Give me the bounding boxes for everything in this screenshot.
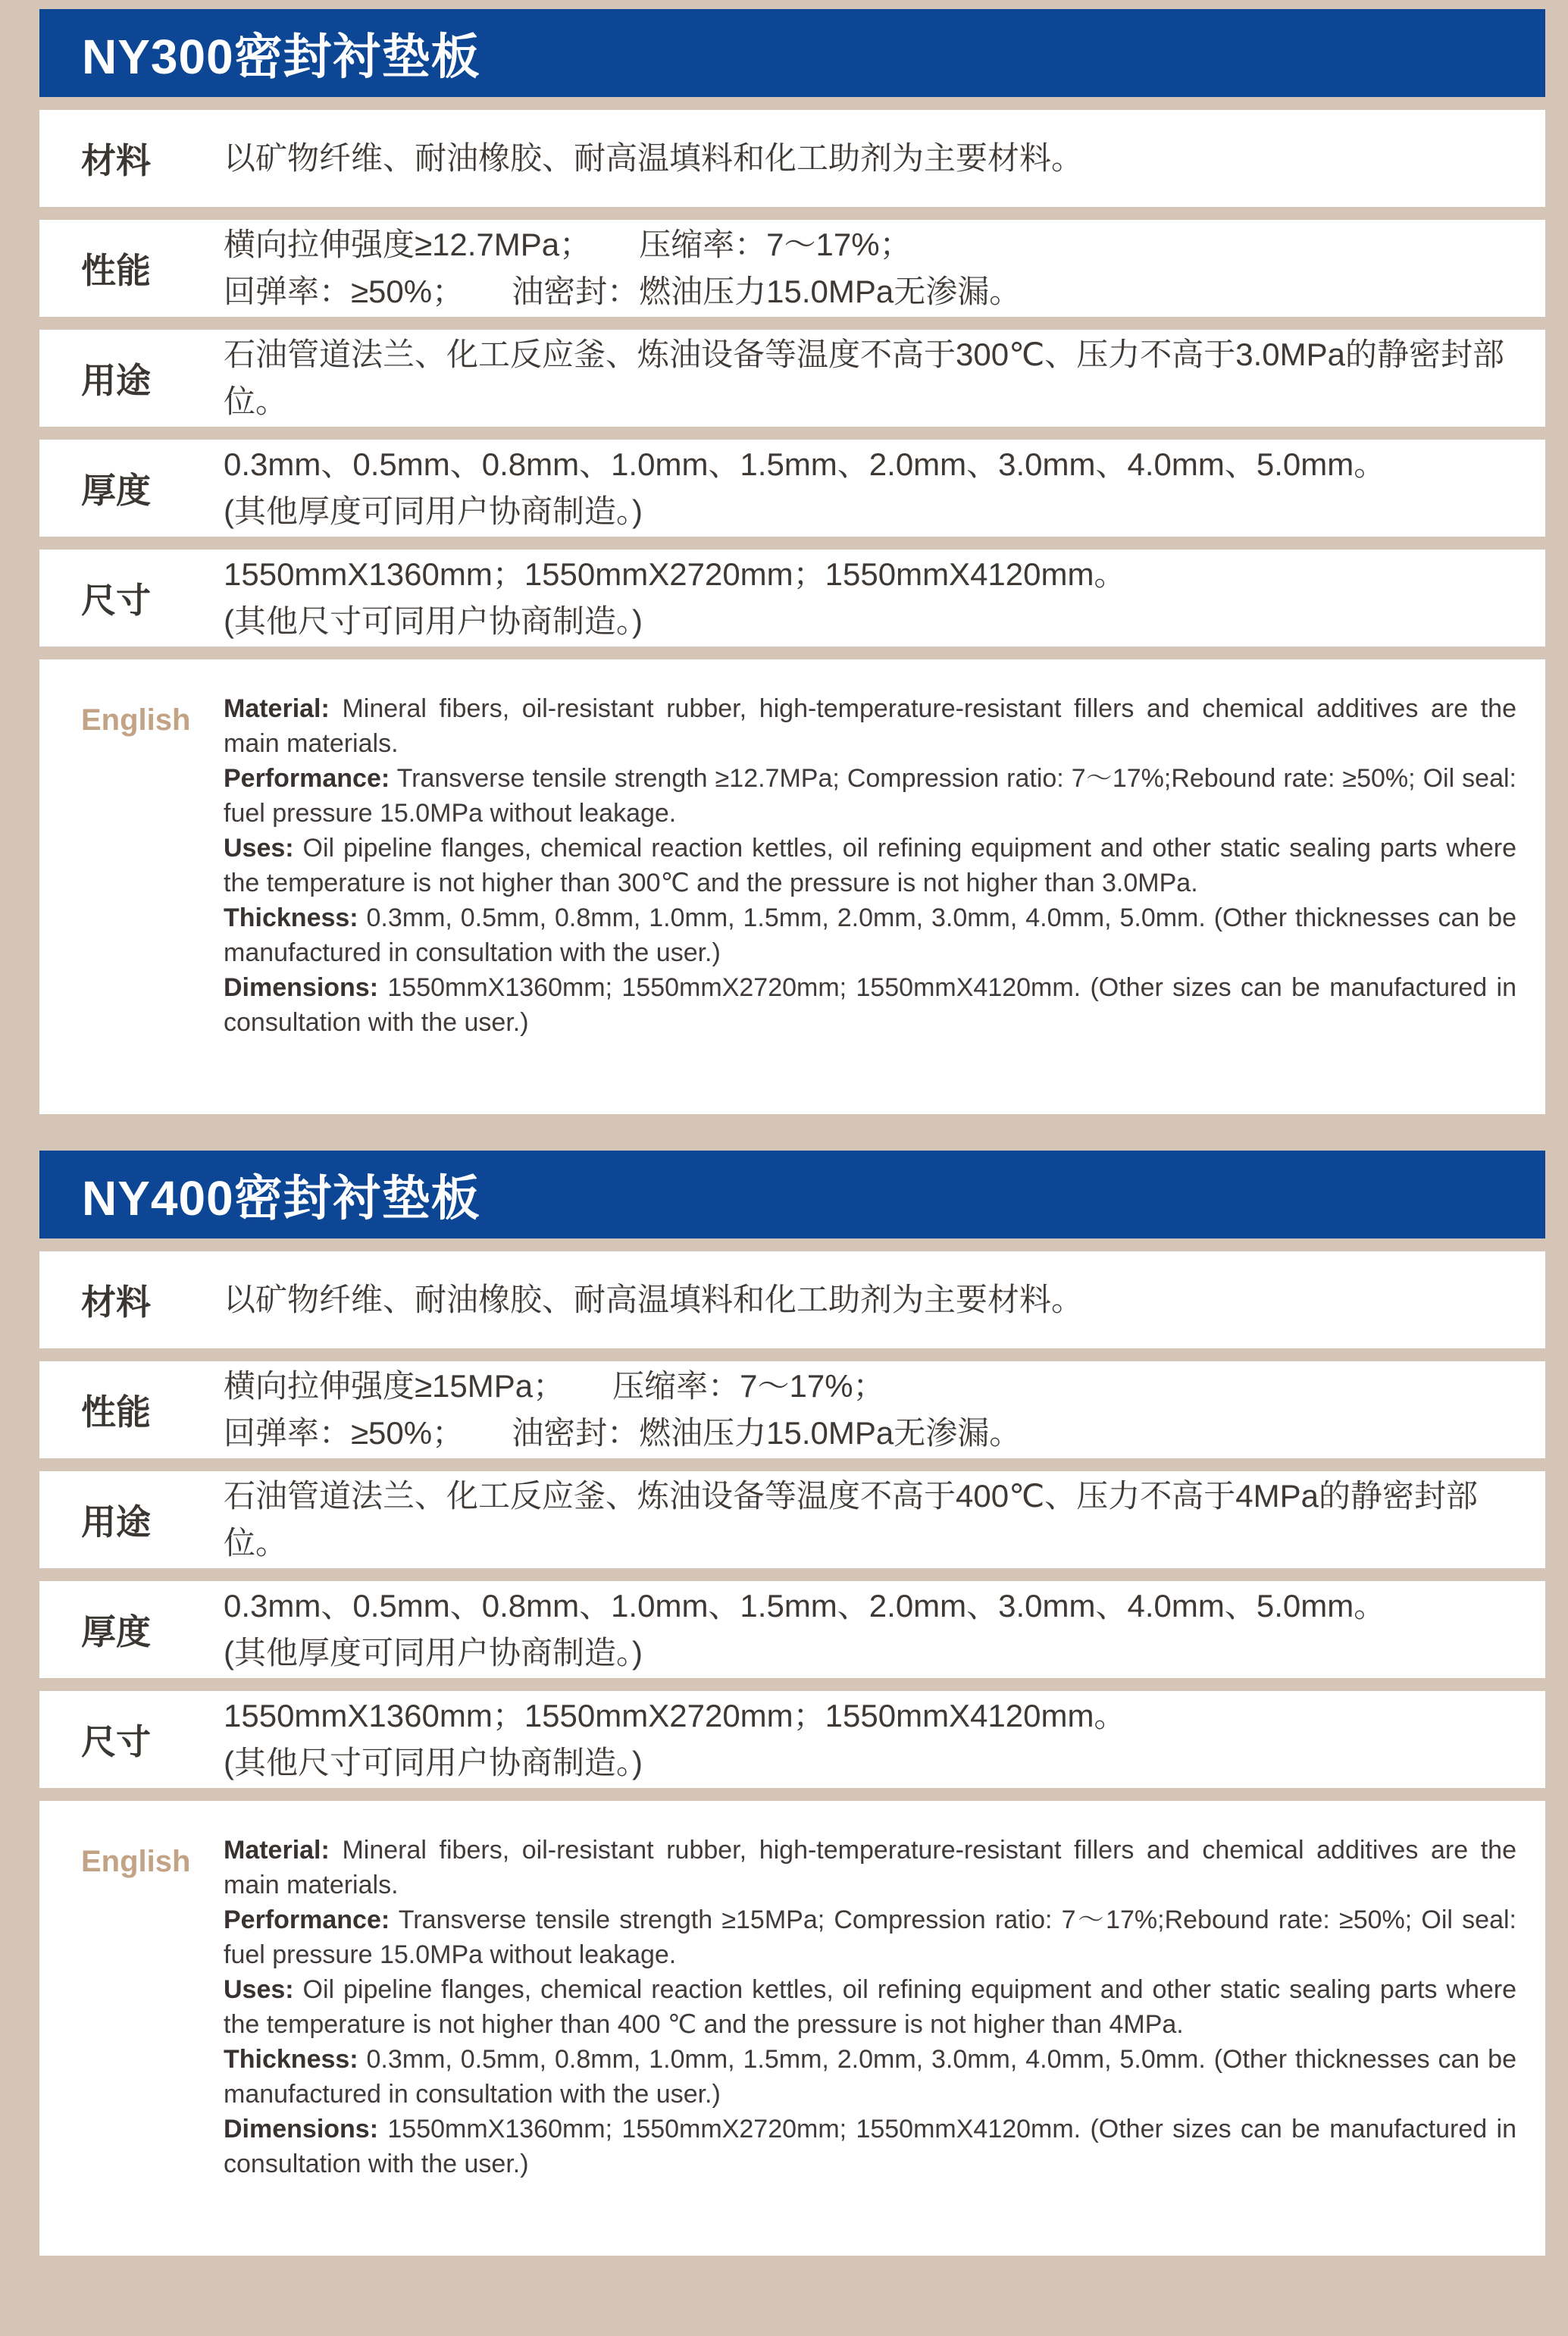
content-line: (其他厚度可同用户协商制造。): [224, 493, 643, 529]
spec-row-material: [39, 1251, 1545, 1348]
english-label: English: [81, 703, 191, 737]
english-item-performance: [224, 1902, 1516, 1972]
row-content: [224, 1473, 1545, 1567]
row-label: 用途: [81, 1502, 151, 1542]
row-content: [224, 551, 1545, 645]
english-text: Transverse tensile strength ≥15MPa; Compression ratio: 7～17%;Rebound rate: ≥50%; Oil seal: fuel pressure 15.0MPa without leakage.: [224, 1905, 1516, 1969]
product-section-ny400: [39, 1151, 1545, 2256]
content-line: 石油管道法兰、化工反应釜、炼油设备等温度不高于300℃、压力不高于3.0MPa的静密封部位。: [224, 337, 1504, 419]
section-header-bar: [39, 9, 1545, 97]
english-text: 1550mmX1360mm; 1550mmX2720mm; 1550mmX4120mm. (Other sizes can be manufactured in consultation with the user.): [224, 2115, 1516, 2178]
product-section-ny300: [39, 9, 1545, 1114]
row-content: [224, 331, 1545, 425]
spec-row-performance: [39, 1361, 1545, 1458]
english-item-thickness: [224, 900, 1516, 970]
english-translation-block: [39, 659, 1545, 1114]
content-line: 横向拉伸强度≥12.7MPa； 压缩率：7～17%；: [224, 227, 912, 262]
row-label: 厚度: [81, 471, 151, 510]
row-label: 尺寸: [81, 1722, 151, 1761]
row-label: 尺寸: [81, 581, 151, 620]
english-term: Performance:: [224, 1905, 390, 1934]
spec-row-dimensions: [39, 550, 1545, 647]
english-item-performance: [224, 761, 1516, 831]
spec-row-thickness: [39, 440, 1545, 537]
row-content: [224, 1276, 1545, 1323]
english-item-material: [224, 1833, 1516, 1902]
english-text: 0.3mm, 0.5mm, 0.8mm, 1.0mm, 1.5mm, 2.0mm, 3.0mm, 4.0mm, 5.0mm. (Other thicknesses can be manufactured in consultation with the user.): [224, 903, 1516, 967]
spec-row-dimensions: [39, 1691, 1545, 1788]
english-term: Material:: [224, 694, 330, 723]
row-label: 厚度: [81, 1612, 151, 1652]
english-text: 1550mmX1360mm; 1550mmX2720mm; 1550mmX4120mm. (Other sizes can be manufactured in consultation with the user.): [224, 973, 1516, 1037]
english-text: Oil pipeline flanges, chemical reaction kettles, oil refining equipment and other static sealing parts where the temperature is not higher than 300℃ and the pressure is not higher than 3.0MPa.: [224, 834, 1516, 897]
row-label: 材料: [81, 1282, 151, 1322]
content-line: 0.3mm、0.5mm、0.8mm、1.0mm、1.5mm、2.0mm、3.0mm、4.0mm、5.0mm。: [224, 446, 1386, 482]
row-content: [224, 441, 1545, 535]
content-line: 1550mmX1360mm；1550mmX2720mm；1550mmX4120mm。: [224, 556, 1126, 592]
english-item-uses: [224, 1972, 1516, 2042]
english-term: Material:: [224, 1836, 330, 1865]
row-label: 材料: [81, 141, 151, 180]
row-content: [224, 1583, 1545, 1677]
english-text: 0.3mm, 0.5mm, 0.8mm, 1.0mm, 1.5mm, 2.0mm, 3.0mm, 4.0mm, 5.0mm. (Other thicknesses can be manufactured in consultation with the user.): [224, 2045, 1516, 2109]
english-text: Transverse tensile strength ≥12.7MPa; Compression ratio: 7～17%;Rebound rate: ≥50%; Oil seal: fuel pressure 15.0MPa without leakage.: [224, 764, 1516, 828]
content-line: 1550mmX1360mm；1550mmX2720mm；1550mmX4120mm。: [224, 1698, 1126, 1733]
english-content: [224, 1801, 1545, 2181]
section-title: NY300密封衬垫板: [82, 30, 480, 84]
english-text: Mineral fibers, oil-resistant rubber, high-temperature-resistant fillers and chemical additives are the main materials.: [224, 694, 1516, 758]
english-label: English: [81, 1845, 191, 1878]
english-term: Uses:: [224, 1975, 294, 2004]
english-item-uses: [224, 831, 1516, 900]
spec-row-uses: [39, 1471, 1545, 1568]
english-item-thickness: [224, 2042, 1516, 2112]
spec-row-uses: [39, 330, 1545, 427]
content-line: 回弹率：≥50%； 油密封：燃油压力15.0MPa无渗漏。: [224, 274, 1022, 309]
english-term: Thickness:: [224, 2045, 358, 2074]
row-content: [224, 1363, 1545, 1457]
content-line: 以矿物纤维、耐油橡胶、耐高温填料和化工助剂为主要材料。: [224, 1282, 1084, 1317]
content-line: (其他尺寸可同用户协商制造。): [224, 603, 643, 639]
english-term: Thickness:: [224, 903, 358, 932]
english-term: Uses:: [224, 834, 294, 863]
row-label: 用途: [81, 361, 151, 400]
english-text: Mineral fibers, oil-resistant rubber, high-temperature-resistant fillers and chemical additives are the main materials.: [224, 1836, 1516, 1899]
spec-row-performance: [39, 220, 1545, 317]
content-line: 以矿物纤维、耐油橡胶、耐高温填料和化工助剂为主要材料。: [224, 140, 1084, 176]
english-term: Dimensions:: [224, 973, 379, 1002]
english-translation-block: [39, 1801, 1545, 2256]
english-content: [224, 659, 1545, 1040]
section-title: NY400密封衬垫板: [82, 1171, 480, 1226]
english-item-dimensions: [224, 970, 1516, 1040]
english-text: Oil pipeline flanges, chemical reaction kettles, oil refining equipment and other static sealing parts where the temperature is not higher than 400 ℃ and the pressure is not higher than 4MPa.: [224, 1975, 1516, 2039]
content-line: 回弹率：≥50%； 油密封：燃油压力15.0MPa无渗漏。: [224, 1415, 1022, 1451]
content-line: (其他厚度可同用户协商制造。): [224, 1635, 643, 1671]
row-label: 性能: [81, 1392, 151, 1432]
row-content: [224, 1693, 1545, 1786]
content-line: (其他尺寸可同用户协商制造。): [224, 1745, 643, 1780]
content-line: 0.3mm、0.5mm、0.8mm、1.0mm、1.5mm、2.0mm、3.0mm、4.0mm、5.0mm。: [224, 1588, 1386, 1624]
row-label: 性能: [81, 251, 151, 290]
english-item-material: [224, 691, 1516, 761]
english-term: Dimensions:: [224, 2115, 379, 2143]
spec-row-material: [39, 110, 1545, 207]
row-content: [224, 221, 1545, 315]
section-header-bar: [39, 1151, 1545, 1238]
english-term: Performance:: [224, 764, 390, 793]
content-line: 石油管道法兰、化工反应釜、炼油设备等温度不高于400℃、压力不高于4MPa的静密封部位。: [224, 1478, 1478, 1561]
content-line: 横向拉伸强度≥15MPa； 压缩率：7～17%；: [224, 1368, 885, 1404]
spec-row-thickness: [39, 1581, 1545, 1678]
english-item-dimensions: [224, 2112, 1516, 2181]
row-content: [224, 135, 1545, 182]
